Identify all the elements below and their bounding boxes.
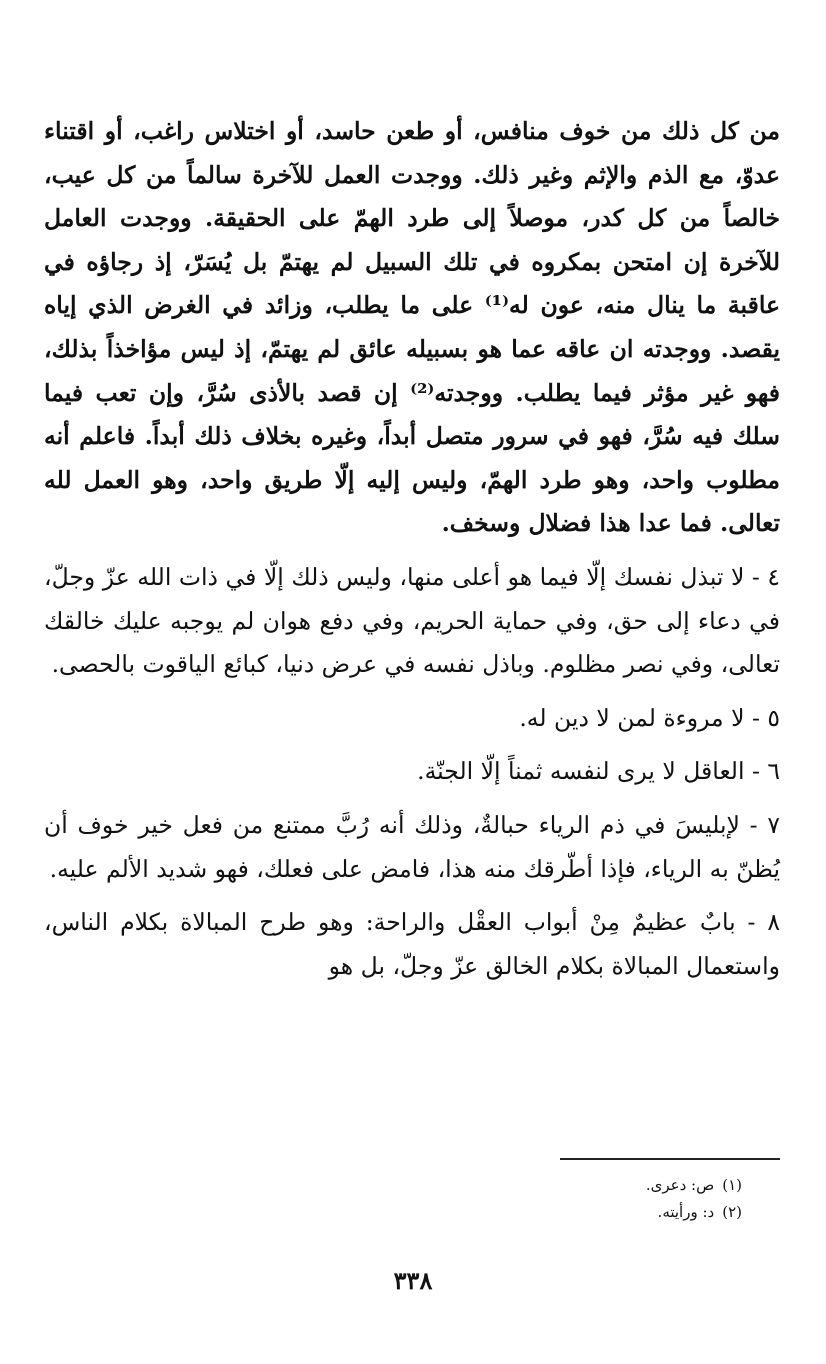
footnote-2 (342, 1199, 742, 1226)
footnotes (342, 1172, 742, 1226)
footnote-divider (560, 1158, 780, 1160)
footnote-marker: (٢) (722, 1203, 742, 1221)
footnote-marker: (١) (722, 1176, 742, 1194)
main-text (44, 110, 780, 988)
paragraph-item-8: ٨ - بابٌ عظيمٌ مِنْ أبواب العقْل والراحة: وهو طرح المبالاة بكلام الناس، واستعمال المبالاة بكلام الخالق عزّ وجلّ، بل هو (44, 908, 780, 980)
paragraph-item-4: ٤ - لا تبذل نفسك إلّا فيما هو أعلى منها، وليس ذلك إلّا في ذات الله عزّ وجلّ، في دعاء إلى حق، وفي حماية الحريم، وفي دفع هوان لم يوجبه عليك خالقك تعالى، وفي نصر مظلوم. وباذل نفسه في عرض دنيا، كبائع الياقوت بالحصى. (44, 562, 780, 679)
paragraph-item-6: ٦ - العاقل لا يرى لنفسه ثمناً إلّا الجنّة. (417, 757, 780, 786)
page-number: ٣٣٨ (393, 1266, 433, 1295)
paragraph-item-5: ٥ - لا مروءة لمن لا دين له. (519, 703, 780, 732)
paragraph-item-7: ٧ - لإبليسَ في ذم الرياء حبالةٌ، وذلك أنه رُبَّ ممتنع من فعل خير خوف أن يُظنّ به الرياء، فإذا أطّرقك منه هذا، فامض على فعلك، فهو شديد الألم عليه. (44, 810, 780, 883)
footnote-text: ص: دعرى. (645, 1176, 715, 1194)
footnote-1 (342, 1172, 742, 1199)
footnote-text: د: ورأيته. (657, 1203, 715, 1221)
paragraph-continued: من كل ذلك من خوف منافس، أو طعن حاسد، أو اختلاس راغب، أو اقتناء عدوّ، مع الذم والإثم وغير ذلك. ووجدت العمل للآخرة سالماً من كل عيب، خالصاً من كل كدر، موصلاً إلى طرد الهمّ على الحقيقة. ووجدت العامل للآخرة إن امتحن بمكروه في تلك السبيل لم يهتمّ بل يُسَرّ، إذ رجاؤه في عاقبة ما ينال منه، عون له⁽¹⁾ على ما يطلب، وزائد في الغرض الذي إياه يقصد. ووجدته ان عاقه عما هو بسبيله عائق لم يهتمّ، إذ ليس مؤاخذاً بذلك، فهو غير مؤثر فيما يطلب. ووجدته⁽²⁾ إن قصد بالأذى سُرَّ، وإن تعب فيما سلك فيه سُرَّ، فهو في سرور متصل أبداً، وغيره بخلاف ذلك أبداً. فاعلم أنه مطلوب واحد، وهو طرد الهمّ، وليس إليه إلّا طريق واحد، وهو العمل لله تعالى. فما عدا هذا فضلال وسخف. (44, 117, 780, 538)
